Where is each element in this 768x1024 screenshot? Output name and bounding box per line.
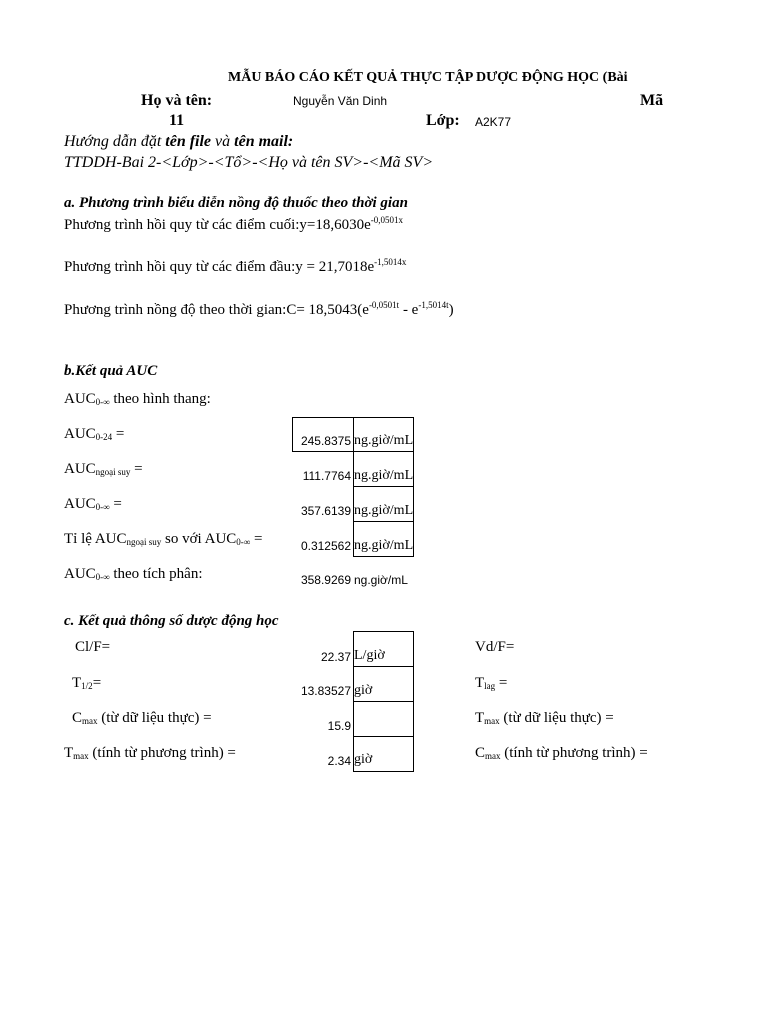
label-pre: Cl/F= [75,639,111,655]
tmax-calculated-unit: giờ [354,752,373,767]
half-life-value: 13.83527 [300,684,351,698]
auc-extrapolated-unit: ng.giờ/mL [354,468,414,483]
auc-ratio-label [64,531,262,548]
label-sub: ngoại suy [95,467,131,477]
guide-bold-filename: tên file [165,133,212,150]
label-post: = [495,675,508,691]
eq3-exponent-1: -0,0501t [368,300,400,310]
cmax-observed-value: 15.9 [327,719,351,733]
filename-guide [64,133,293,151]
clearance-label [75,639,110,656]
label-post: (từ dữ liệu thực) = [97,710,212,726]
auc-0-24-unit: ng.giờ/mL [354,433,414,448]
auc-extrapolated-label [64,461,143,478]
equation-concentration [64,302,454,319]
label-post: (tính từ phương trình) = [88,745,236,761]
label-sub: lag [484,681,496,691]
eq2-exponent: -1,5014x [374,257,407,267]
label-post: theo tích phân: [109,566,203,582]
auc-ratio-unit: ng.giờ/mL [354,538,414,553]
auc-0-inf-label [64,496,122,513]
label-pre: AUC [64,566,96,582]
eq1-text: Phương trình hồi quy từ các điểm cuối:y=18,6030e [64,217,371,233]
label-post: = [130,461,143,477]
label-sub: ngoại suy [126,537,162,547]
auc-trap-post: theo hình thang: [109,391,211,407]
label-sub: max [82,716,98,726]
tmax-observed-label [475,710,614,727]
label-sub: max [73,751,89,761]
label-pre: Vd/F= [475,639,515,655]
cmax-observed-label [72,710,212,727]
equation-initial [64,259,406,276]
label-post: = [109,496,122,512]
guide-mid: và [211,133,235,150]
section-a-heading: a. Phương trình biểu diễn nồng độ thuốc theo thời gian [64,195,408,211]
equation-terminal [64,217,403,234]
auc-0-24-value: 245.8375 [300,434,351,448]
label-pre: T [64,745,74,761]
half-life-label [72,675,101,692]
class-label: Lớp: [426,112,460,129]
label-pre: Tỉ lệ AUC [64,531,127,547]
label-post-2: = [250,531,263,547]
guide-bold-mail: tên mail: [234,133,294,150]
auc-integral-unit: ng.giờ/mL [354,573,408,587]
eq3-exponent-2: -1,5014t [418,300,449,310]
auc-integral-value: 358.9269 [300,573,351,587]
cmax-observed-unit-cell[interactable] [353,701,414,737]
half-life-unit: giờ [354,683,373,698]
eq3-mid: - e [399,302,419,318]
auc-integral-label [64,566,203,583]
section-c-heading: c. Kết quả thông số dược động học [64,613,279,629]
label-sub: max [485,751,501,761]
auc-extrapolated-value: 111.7764 [302,469,351,483]
tlag-label [475,675,507,692]
eq1-exponent: -0,0501x [370,215,404,225]
filename-pattern: TTDDH-Bai 2-<Lớp>-<Tổ>-<Họ và tên SV>-<Mã SV> [64,154,434,171]
eq3-end: ) [448,302,454,318]
clearance-unit: L/giờ [354,648,385,663]
auc-trap-sub: 0-∞ [95,397,110,407]
report-title: MẪU BÁO CÁO KẾT QUẢ THỰC TẬP DƯỢC ĐỘNG HỌC (Bài [228,70,628,85]
label-pre: C [72,710,83,726]
volume-distribution-label [475,639,514,656]
label-post: so với AUC [161,531,237,547]
student-id-label: Mã [640,92,664,109]
auc-trapezoid-label [64,391,211,408]
auc-0-inf-unit: ng.giờ/mL [354,503,414,518]
label-pre: T [475,675,485,691]
label-post: = [112,426,125,442]
cmax-calculated-label [475,745,648,762]
guide-prefix: Hướng dẫn đặt [64,133,166,150]
label-sub-2: 0-∞ [236,537,251,547]
name-value: Nguyễn Văn Dinh [293,94,388,108]
auc-0-inf-value: 357.6139 [300,504,351,518]
label-sub: 0-24 [95,432,113,442]
label-sub: max [484,716,500,726]
label-post: (tính từ phương trình) = [500,745,648,761]
eq2-text: Phương trình hồi quy từ các điểm đầu:y = 21,7018e [64,259,375,275]
auc-trap-pre: AUC [64,391,96,407]
tmax-calculated-label [64,745,236,762]
class-value: A2K77 [475,115,512,129]
label-sub: 1/2 [81,681,93,691]
label-post: = [92,675,102,691]
label-pre: AUC [64,461,96,477]
label-pre: C [475,745,486,761]
label-pre: T [72,675,82,691]
eq3-text: Phương trình nồng độ theo thời gian:C= 18,5043(e [64,302,369,318]
label-pre: AUC [64,496,96,512]
auc-ratio-value: 0.312562 [300,539,351,553]
group-number: 11 [169,112,185,129]
label-sub: 0-∞ [95,572,110,582]
name-label: Họ và tên: [141,92,213,109]
tmax-calculated-value: 2.34 [327,754,351,768]
label-pre: T [475,710,485,726]
label-post: (từ dữ liệu thực) = [499,710,614,726]
clearance-value: 22.37 [320,650,351,664]
label-pre: AUC [64,426,96,442]
section-b-heading: b.Kết quả AUC [64,363,158,379]
auc-0-24-label [64,426,124,443]
label-sub: 0-∞ [95,502,110,512]
